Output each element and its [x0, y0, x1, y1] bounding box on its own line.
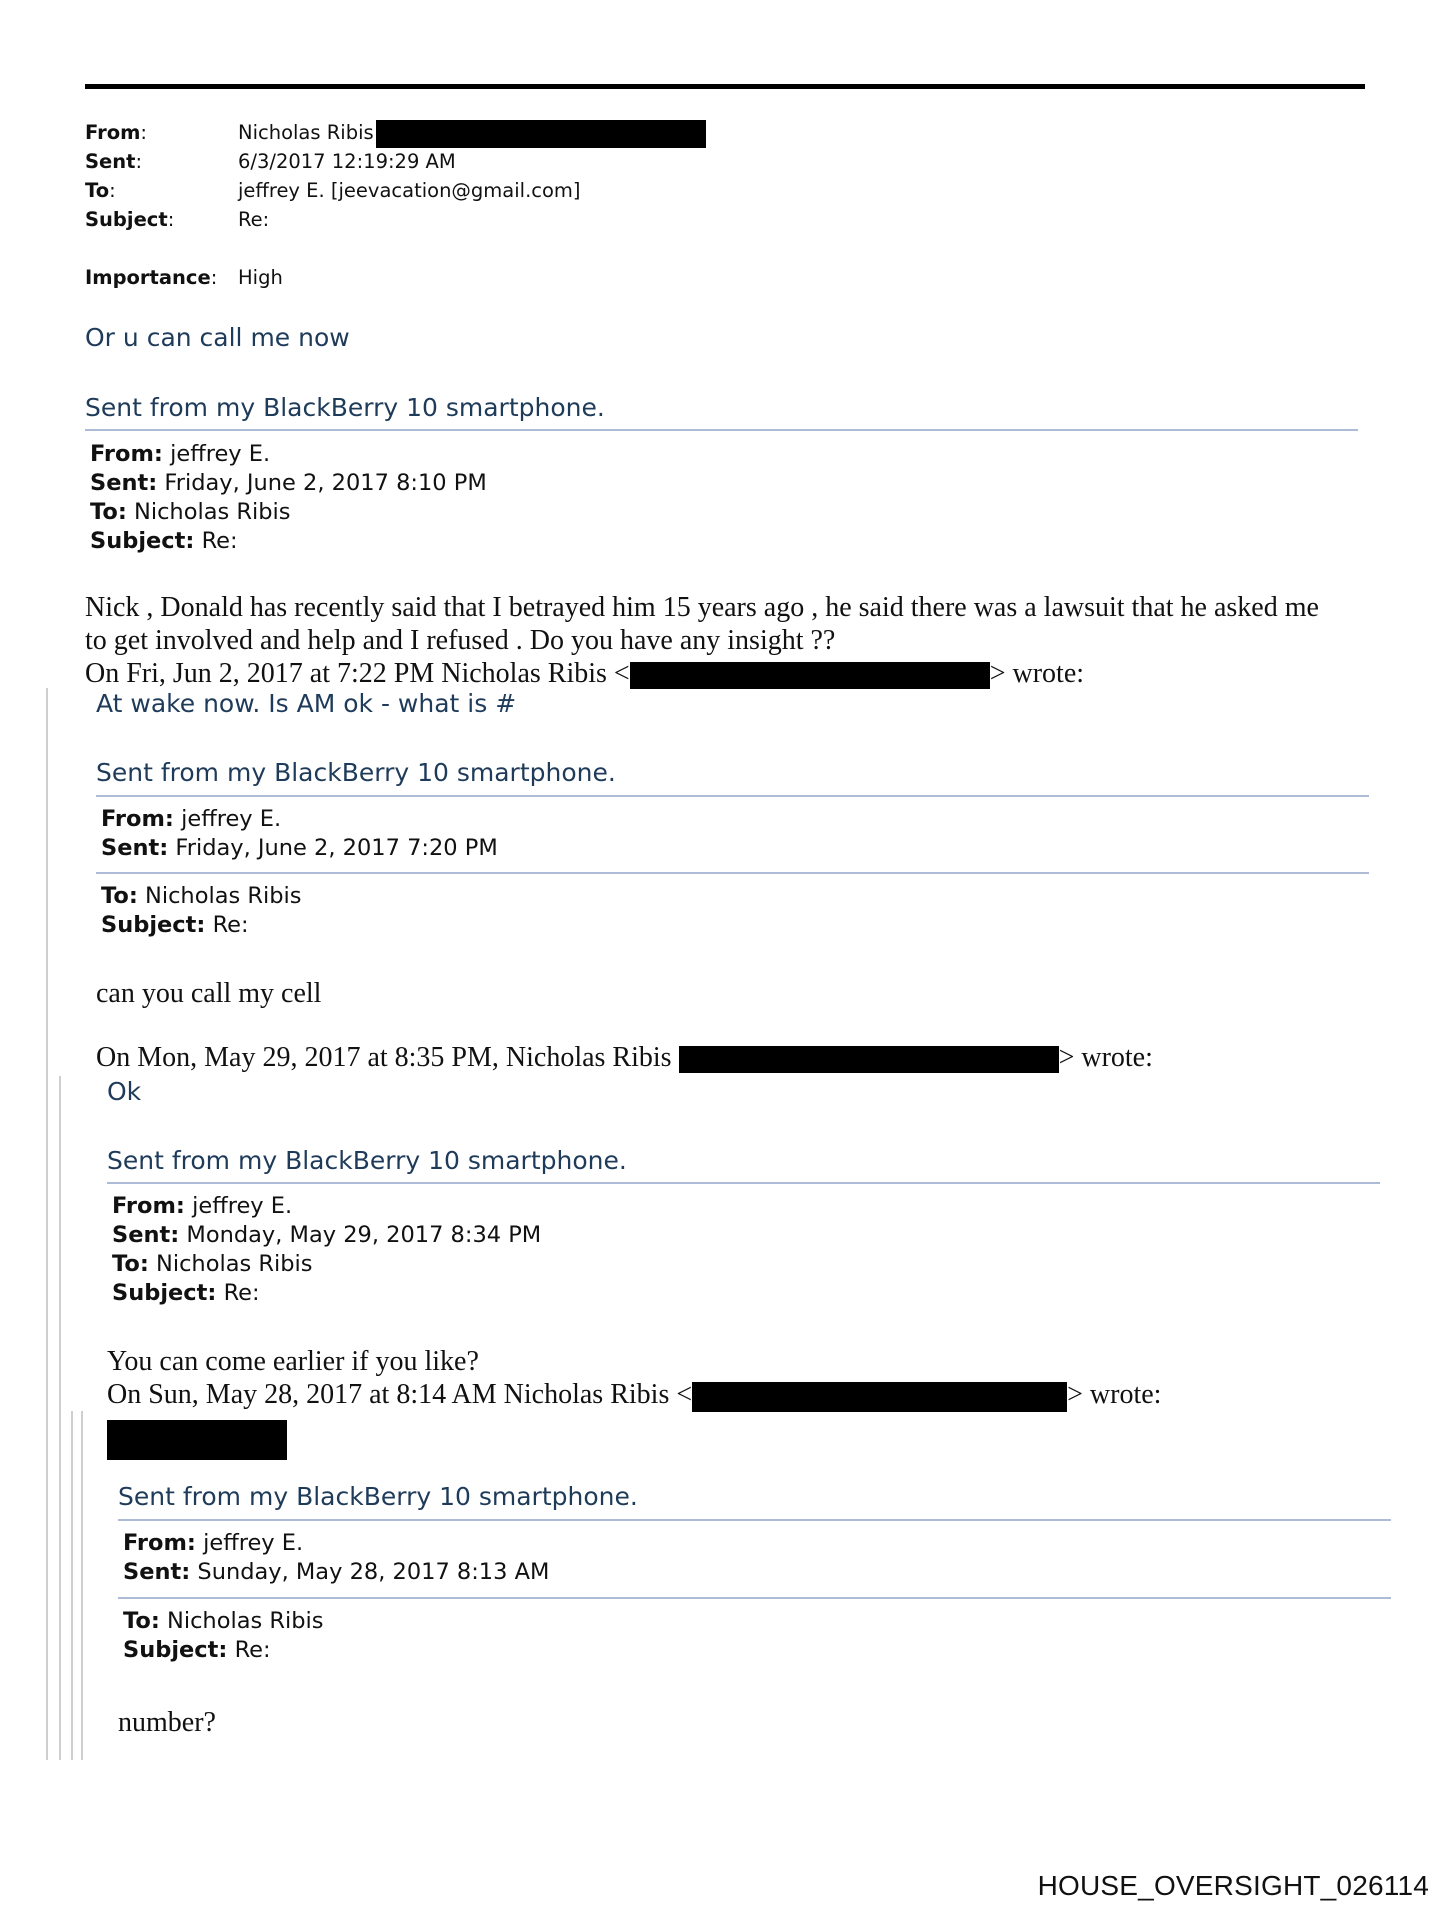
- email-header: From: Nicholas Ribis Sent: 6/3/2017 12:19:29 AM To: jeffrey E. [jeevacation@gmail.com] Subject: Re: Importance: High: [85, 118, 706, 292]
- signature: Sent from my BlackBerry 10 smartphone.: [96, 758, 616, 787]
- redaction-block: [107, 1420, 287, 1460]
- to-label: To: [85, 179, 110, 202]
- quoted-body: can you call my cell: [96, 978, 322, 1009]
- quote-bar: [71, 1411, 73, 1760]
- top-rule: [85, 84, 1365, 89]
- importance-value: High: [238, 266, 283, 289]
- quoted-body: Nick , Donald has recently said that I betrayed him 15 years ago , he said there was a lawsuit that he asked me to get involved and help and I refused . Do you have any insight ?? On Fri, Jun 2, 2017 at 7:22 PM Nicholas Ribis < > wrote:: [85, 591, 1385, 690]
- sent-label: Sent: [85, 150, 136, 173]
- bates-number: HOUSE_OVERSIGHT_026114: [1037, 1870, 1429, 1901]
- importance-label: Importance: [85, 266, 211, 289]
- to-value: jeffrey E. [jeevacation@gmail.com]: [238, 179, 581, 202]
- redaction-block: [679, 1046, 1059, 1073]
- redaction-block: [376, 120, 706, 148]
- separator-line: [85, 429, 1358, 431]
- quoted-header: From: jeffrey E. Sent: Sunday, May 28, 2017 8:13 AM: [123, 1530, 550, 1585]
- signature: Sent from my BlackBerry 10 smartphone.: [118, 1482, 638, 1511]
- message-body: Ok: [107, 1077, 142, 1106]
- subject-value: Re:: [238, 208, 270, 231]
- quoted-header: From: jeffrey E. Sent: Friday, June 2, 2017 8:10 PM To: Nicholas Ribis Subject: Re:: [90, 441, 487, 554]
- separator-line: [118, 1519, 1391, 1521]
- quote-bar: [59, 1076, 61, 1760]
- wrote-line: On Sun, May 28, 2017 at 8:14 AM Nicholas Ribis < > wrote:: [107, 1379, 1162, 1410]
- sent-value: 6/3/2017 12:19:29 AM: [238, 150, 456, 173]
- quoted-header: To: Nicholas Ribis Subject: Re:: [101, 883, 302, 938]
- from-value: Nicholas Ribis: [238, 118, 706, 147]
- subject-label: Subject: [85, 208, 168, 231]
- separator-line: [107, 1182, 1380, 1184]
- quote-bar: [46, 688, 48, 1760]
- message-body: Or u can call me now: [85, 323, 350, 352]
- redaction-block: [630, 662, 990, 689]
- message-body: At wake now. Is AM ok - what is #: [96, 689, 517, 718]
- separator-line: [96, 872, 1369, 874]
- quoted-body: You can come earlier if you like? On Sun, May 28, 2017 at 8:14 AM Nicholas Ribis < > wrote:: [107, 1346, 1162, 1410]
- redaction-block: [692, 1382, 1067, 1412]
- wrote-line: On Mon, May 29, 2017 at 8:35 PM, Nicholas Ribis > wrote:: [96, 1042, 1153, 1073]
- wrote-line: On Fri, Jun 2, 2017 at 7:22 PM Nicholas Ribis < > wrote:: [85, 658, 1085, 689]
- quoted-header: From: jeffrey E. Sent: Friday, June 2, 2017 7:20 PM: [101, 806, 498, 861]
- separator-line: [96, 795, 1369, 797]
- from-label: From: [85, 121, 141, 144]
- quoted-header: From: jeffrey E. Sent: Monday, May 29, 2017 8:34 PM To: Nicholas Ribis Subject: Re:: [112, 1193, 542, 1306]
- quote-bar: [81, 1411, 83, 1760]
- signature: Sent from my BlackBerry 10 smartphone.: [107, 1146, 627, 1175]
- separator-line: [118, 1597, 1391, 1599]
- quoted-header: To: Nicholas Ribis Subject: Re:: [123, 1608, 324, 1663]
- signature: Sent from my BlackBerry 10 smartphone.: [85, 393, 605, 422]
- quoted-body: number?: [118, 1707, 216, 1738]
